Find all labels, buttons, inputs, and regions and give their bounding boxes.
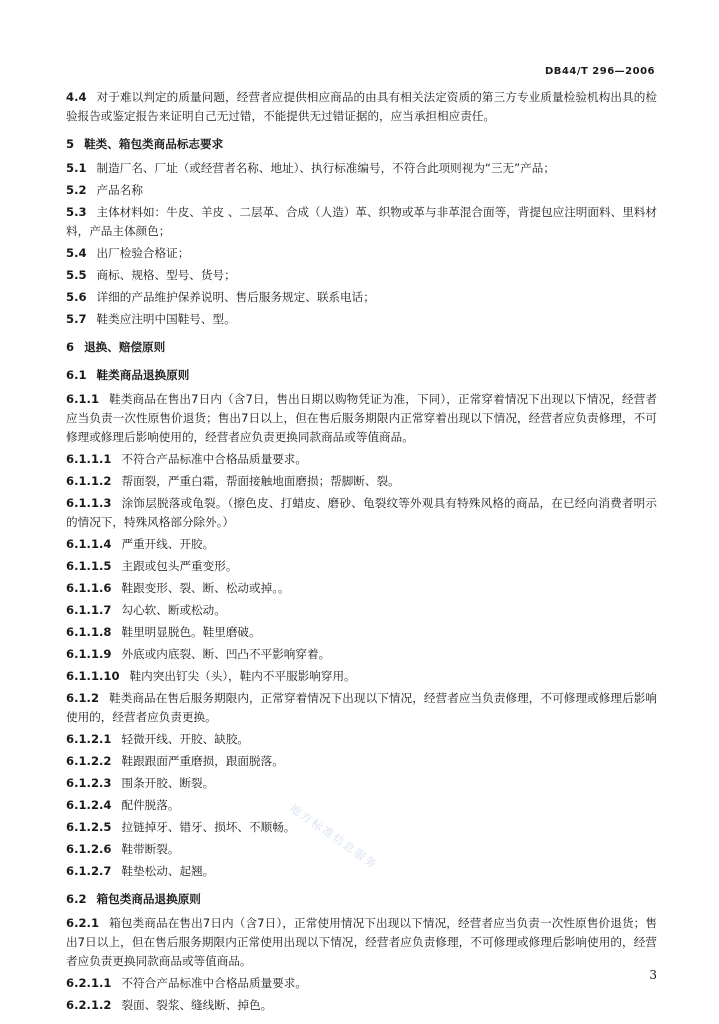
clause-number: 6.2.1.1 (66, 976, 112, 990)
clause-paragraph (66, 667, 657, 686)
clause-number: 6.1.1.3 (66, 496, 112, 510)
clause-text: 鞋里明显脱色。鞋里磨破。 (121, 625, 261, 639)
clause-number: 6.1.1.9 (66, 647, 112, 661)
clause-paragraph (66, 266, 657, 285)
clause-paragraph (66, 730, 657, 749)
clause-text: 鞋类商品在售出7日内（含7日，售出日期以购物凭证为准，下同），正常穿着情况下出现以下情况，经营者应当负责一次性原售价退货；售出7日以上，但在售后服务期限内正常穿着出现以下情况，经营者应负责修理，不可修理或修理后影响使用的，经营者应负责更换同款商品或等值商品。 (66, 392, 657, 444)
clause-number: 6.1.2.1 (66, 732, 112, 746)
clause-paragraph (66, 494, 657, 532)
clause-number: 6.1.2 (66, 691, 100, 705)
clause-number: 6.2.1 (66, 916, 100, 930)
clause-number: 6.1.2.5 (66, 820, 112, 834)
clause-number: 6.1.2.4 (66, 798, 112, 812)
clause-paragraph (66, 203, 657, 241)
clause-number: 6.2.1.2 (66, 998, 112, 1012)
clause-text: 鞋垫松动、起翘。 (121, 864, 215, 878)
clause-text: 商标、规格、型号、货号； (96, 268, 236, 282)
clause-text: 帮面裂，严重白霜，帮面接触地面磨损；帮脚断、裂。 (121, 474, 400, 488)
clause-text: 不符合产品标准中合格品质量要求。 (121, 976, 307, 990)
clause-paragraph (66, 450, 657, 469)
clause-text: 主跟或包头严重变形。 (121, 559, 238, 573)
clause-text: 鞋跟变形、裂、断、松动或掉。。 (121, 581, 290, 595)
clause-number: 5.3 (66, 205, 87, 219)
clause-text: 箱包类商品退换原则 (96, 892, 201, 906)
clause-text: 外底或内底裂、断、凹凸不平影响穿着。 (121, 647, 331, 661)
section-heading (66, 366, 657, 385)
clause-paragraph (66, 557, 657, 576)
clause-text: 对于难以判定的质量问题，经营者应提供相应商品的由具有相关法定资质的第三方专业质量检验机构出具的检验报告或鉴定报告来证明自己无过错，不能提供无过错证据的，应当承担相应责任。 (66, 90, 657, 123)
clause-paragraph (66, 579, 657, 598)
clause-paragraph (66, 310, 657, 329)
clause-paragraph (66, 244, 657, 263)
clause-paragraph (66, 88, 657, 126)
clause-text: 勾心软、断或松动。 (121, 603, 226, 617)
clause-text: 箱包类商品在售出7日内（含7日），正常使用情况下出现以下情况，经营者应当负责一次性原售价退货；售出7日以上，但在售后服务期限内正常使用出现以下情况，经营者应负责修理，不可修理或修理后影响使用的，经营者应负责更换同款商品或等值商品。 (66, 916, 657, 968)
clause-text: 涂饰层脱落或龟裂。（擦色皮、打蜡皮、磨砂、龟裂纹等外观具有特殊风格的商品，在已经向消费者明示的情况下，特殊风格部分除外。） (66, 496, 657, 529)
clause-text: 鞋跟跟面严重磨损，跟面脱落。 (121, 754, 284, 768)
clause-text: 配件脱落。 (121, 798, 180, 812)
clause-number: 4.4 (66, 90, 87, 104)
clause-paragraph (66, 181, 657, 200)
clause-number: 5.1 (66, 161, 87, 175)
clause-text: 围条开胶、断裂。 (121, 776, 215, 790)
clause-text: 主体材料如：牛皮、羊皮 、二层革、合成（人造）革、织物或革与非革混合面等，背提包应注明面料、里料材料，产品主体颜色； (66, 205, 657, 238)
clause-text: 拉链掉牙、错牙、损坏、不顺畅。 (121, 820, 296, 834)
clause-text: 不符合产品标准中合格品质量要求。 (121, 452, 307, 466)
clause-paragraph (66, 774, 657, 793)
clause-text: 轻微开线、开胶、缺胶。 (121, 732, 250, 746)
clause-paragraph (66, 601, 657, 620)
clause-text: 鞋内突出钉尖（头），鞋内不平服影响穿用。 (129, 669, 356, 683)
clause-paragraph (66, 796, 657, 815)
clause-text: 鞋类商品退换原则 (96, 368, 190, 382)
clause-text: 退换、赔偿原则 (84, 340, 166, 354)
clause-paragraph (66, 623, 657, 642)
clause-text: 鞋类、箱包类商品标志要求 (84, 137, 224, 151)
clause-text: 鞋类应注明中国鞋号、型。 (96, 312, 236, 326)
clause-paragraph (66, 390, 657, 447)
clause-paragraph (66, 689, 657, 727)
standard-code: DB44/T 296—2006 (545, 66, 655, 77)
clause-number: 5.5 (66, 268, 87, 282)
section-heading (66, 338, 657, 357)
clause-number: 6.1.1.7 (66, 603, 112, 617)
clause-text: 鞋类商品在售后服务期限内，正常穿着情况下出现以下情况，经营者应当负责修理，不可修理或修理后影响使用的，经营者应负责更换。 (66, 691, 657, 724)
clause-number: 6.1.1.8 (66, 625, 112, 639)
clause-number: 5.2 (66, 183, 87, 197)
clause-number: 6.1.2.6 (66, 842, 112, 856)
clause-text: 制造厂名、厂址（或经营者名称、地址）、执行标准编号，不符合此项则视为“三无”产品； (96, 161, 555, 175)
clause-number: 6.1.1.6 (66, 581, 112, 595)
clause-text: 出厂检验合格证； (96, 246, 190, 260)
clause-paragraph (66, 818, 657, 837)
section-heading (66, 135, 657, 154)
document-body (66, 88, 657, 1018)
clause-paragraph (66, 974, 657, 993)
clause-number: 5 (66, 137, 75, 151)
clause-paragraph (66, 288, 657, 307)
clause-paragraph (66, 535, 657, 554)
clause-text: 详细的产品维护保养说明、售后服务规定、联系电话； (96, 290, 375, 304)
clause-number: 6.1.1.1 (66, 452, 112, 466)
clause-number: 6.1.1.4 (66, 537, 112, 551)
clause-text: 产品名称 (96, 183, 143, 197)
clause-paragraph (66, 645, 657, 664)
clause-text: 裂面、裂浆、缝线断、掉色。 (121, 998, 273, 1012)
clause-number: 6.1.1 (66, 392, 100, 406)
clause-number: 6.1.1.2 (66, 474, 112, 488)
clause-number: 6.1.1.10 (66, 669, 120, 683)
clause-paragraph (66, 472, 657, 491)
clause-number: 6.1.1.5 (66, 559, 112, 573)
clause-paragraph (66, 996, 657, 1015)
clause-paragraph (66, 159, 657, 178)
watermark: 地方标准信息服务 (287, 801, 381, 872)
clause-paragraph (66, 752, 657, 771)
clause-number: 5.7 (66, 312, 87, 326)
clause-text: 严重开线、开胶。 (121, 537, 215, 551)
clause-number: 6.1.2.3 (66, 776, 112, 790)
section-heading (66, 890, 657, 909)
clause-number: 6 (66, 340, 75, 354)
clause-number: 5.4 (66, 246, 87, 260)
clause-number: 6.1.2.2 (66, 754, 112, 768)
page-number: 3 (649, 968, 657, 982)
clause-number: 6.1.2.7 (66, 864, 112, 878)
clause-number: 6.2 (66, 892, 87, 906)
clause-number: 6.1 (66, 368, 87, 382)
clause-text: 鞋带断裂。 (121, 842, 180, 856)
clause-paragraph (66, 914, 657, 971)
clause-number: 5.6 (66, 290, 87, 304)
